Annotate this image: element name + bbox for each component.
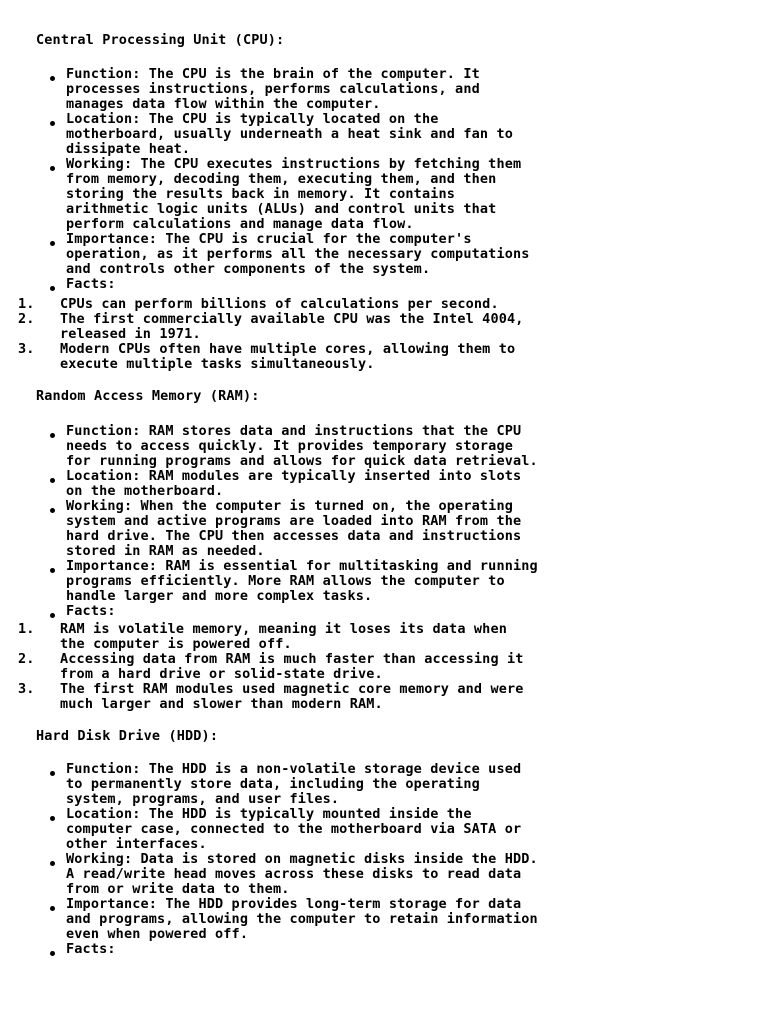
list-number: 3. <box>18 341 35 357</box>
section-heading-cpu: Central Processing Unit (CPU): <box>36 32 285 48</box>
list-item: Facts: <box>36 277 756 292</box>
list-item: Importance: The HDD provides long-term storage for data and programs, allowing the computer to retain information even when powered off. <box>36 897 756 942</box>
list-item: Facts: <box>36 942 756 957</box>
cpu-facts-list <box>18 297 758 372</box>
list-number: 1. <box>18 296 35 312</box>
list-item: Location: RAM modules are typically inserted into slots on the motherboard. <box>36 469 756 499</box>
cpu-bullet-list <box>36 67 756 292</box>
list-item: Function: The CPU is the brain of the computer. It processes instructions, performs calculations, and manages data flow within the computer. <box>36 67 756 112</box>
list-item: Working: Data is stored on magnetic disks inside the HDD. A read/write head moves across these disks to read data from or write data to them. <box>36 852 756 897</box>
list-item: Location: The HDD is typically mounted inside the computer case, connected to the motherboard via SATA or other interfaces. <box>36 807 756 852</box>
numbered-item <box>18 652 758 682</box>
ram-facts-list <box>18 622 758 712</box>
fact-text: The first commercially available CPU was the Intel 4004, released in 1971. <box>60 311 524 342</box>
list-item: Importance: RAM is essential for multitasking and running programs efficiently. More RAM allows the computer to handle larger and more complex tasks. <box>36 559 756 604</box>
list-item: Location: The CPU is typically located on the motherboard, usually underneath a heat sink and fan to dissipate heat. <box>36 112 756 157</box>
list-number: 1. <box>18 621 35 637</box>
list-item: Facts: <box>36 604 756 619</box>
fact-text: Accessing data from RAM is much faster than accessing it from a hard drive or solid-state drive. <box>60 651 524 682</box>
list-item: Working: The CPU executes instructions by fetching them from memory, decoding them, executing them, and then storing the results back in memory. It contains arithmetic logic units (ALUs) and control units that perform calculations and manage data flow. <box>36 157 756 232</box>
list-item: Importance: The CPU is crucial for the computer's operation, as it performs all the necessary computations and controls other components of the system. <box>36 232 756 277</box>
list-number: 2. <box>18 311 35 327</box>
hdd-bullet-list <box>36 762 756 957</box>
section-heading-ram: Random Access Memory (RAM): <box>36 388 260 404</box>
list-number: 3. <box>18 681 35 697</box>
numbered-item <box>18 342 758 372</box>
numbered-item <box>18 622 758 652</box>
numbered-item <box>18 312 758 342</box>
list-item: Function: The HDD is a non-volatile storage device used to permanently store data, including the operating system, programs, and user files. <box>36 762 756 807</box>
list-item: Working: When the computer is turned on, the operating system and active programs are loaded into RAM from the hard drive. The CPU then accesses data and instructions stored in RAM as needed. <box>36 499 756 559</box>
fact-text: Modern CPUs often have multiple cores, allowing them to execute multiple tasks simultaneously. <box>60 341 516 372</box>
numbered-item <box>18 682 758 712</box>
list-item: Function: RAM stores data and instructions that the CPU needs to access quickly. It provides temporary storage for running programs and allows for quick data retrieval. <box>36 424 756 469</box>
section-heading-hdd: Hard Disk Drive (HDD): <box>36 728 219 744</box>
ram-bullet-list <box>36 424 756 619</box>
fact-text: The first RAM modules used magnetic core memory and were much larger and slower than modern RAM. <box>60 681 524 712</box>
fact-text: RAM is volatile memory, meaning it loses its data when the computer is powered off. <box>60 621 507 652</box>
list-number: 2. <box>18 651 35 667</box>
fact-text: CPUs can perform billions of calculations per second. <box>60 296 499 312</box>
numbered-item <box>18 297 758 312</box>
